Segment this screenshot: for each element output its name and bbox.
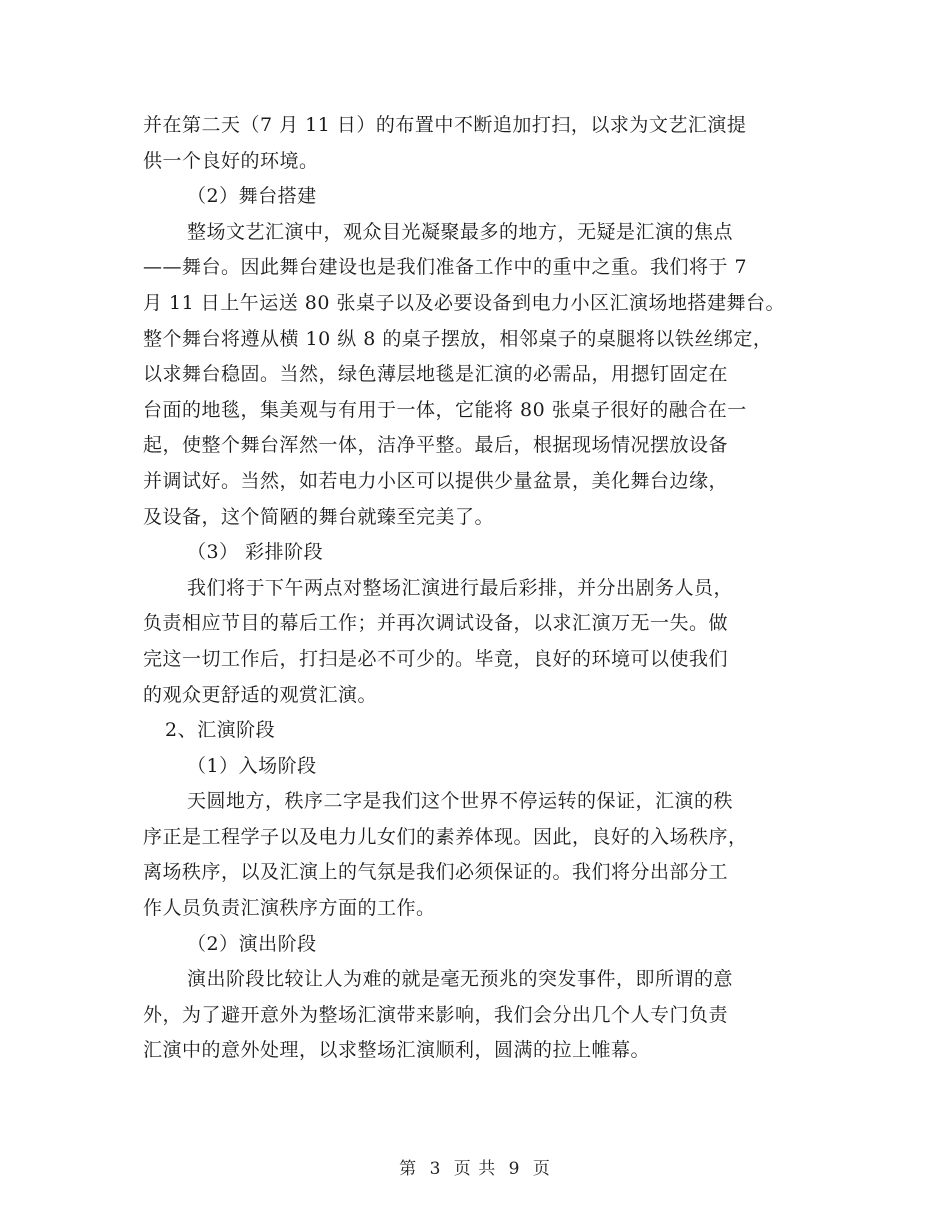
text-line: 及设备，这个简陋的舞台就臻至完美了。 [143,505,495,528]
current-page-number: 3 [429,1159,442,1179]
footer-suffix: 页 [532,1159,551,1179]
text-line: 起，使整个舞台浑然一体，洁净平整。最后，根据现场情况摆放设备 [143,434,729,457]
footer-prefix: 第 [399,1159,418,1179]
text-line: 负责相应节目的幕后工作；并再次调试设备，以求汇演万无一失。做 [143,612,729,635]
text-line: 月 11 日上午运送 80 张桌子以及必要设备到电力小区汇演场地搭建舞台。 [143,291,786,314]
text-line: 供一个良好的环境。 [143,149,319,172]
text-line: 序正是工程学子以及电力儿女们的素养体现。因此，良好的入场秩序， [143,825,748,848]
text-line: 作人员负责汇演秩序方面的工作。 [143,897,436,920]
text-line: ——舞台。因此舞台建设也是我们准备工作中的重中之重。我们将于 7 [143,256,748,279]
text-line: 的观众更舒适的观赏汇演。 [143,683,378,706]
text-line: 台面的地毯，集美观与有用于一体，它能将 80 张桌子很好的融合在一 [143,398,747,421]
text-line: 演出阶段比较让人为难的就是毫无预兆的突发事件，即所谓的意 [187,968,734,991]
section-heading: 2、汇演阶段 [165,719,276,742]
text-line: 离场秩序，以及汇演上的气氛是我们必须保证的。我们将分出部分工 [143,861,729,884]
footer-middle: 页 共 [453,1159,497,1179]
section-heading: （2）演出阶段 [187,932,317,955]
text-line: 以求舞台稳固。当然，绿色薄层地毯是汇演的必需品，用摁钉固定在 [143,363,729,386]
text-line: 并在第二天（7 月 11 日）的布置中不断追加打扫，以求为文艺汇演提 [143,114,747,136]
section-heading: （2）舞台搭建 [187,185,317,208]
page-footer [0,1154,950,1179]
text-line: 整个舞台将遵从横 10 纵 8 的桌子摆放，相邻桌子的桌腿将以铁丝绑定， [143,327,773,350]
text-line: 整场文艺汇演中，观众目光凝聚最多的地方，无疑是汇演的焦点 [187,220,734,243]
text-line: 完这一切工作后，打扫是必不可少的。毕竟，良好的环境可以使我们 [143,647,729,670]
text-line: 外，为了避开意外为整场汇演带来影响，我们会分出几个人专门负责 [143,1003,729,1026]
document-body [143,108,833,1069]
text-line: 天圆地方，秩序二字是我们这个世界不停运转的保证，汇演的秩 [187,790,734,813]
section-heading: （1）入场阶段 [187,754,317,777]
section-heading: （3） 彩排阶段 [187,541,324,564]
text-line: 汇演中的意外处理，以求整场汇演顺利，圆满的拉上帷幕。 [143,1039,651,1062]
text-line: 我们将于下午两点对整场汇演进行最后彩排，并分出剧务人员， [187,576,734,599]
text-line: 并调试好。当然，如若电力小区可以提供少量盆景，美化舞台边缘， [143,469,729,492]
total-page-number: 9 [508,1159,521,1179]
